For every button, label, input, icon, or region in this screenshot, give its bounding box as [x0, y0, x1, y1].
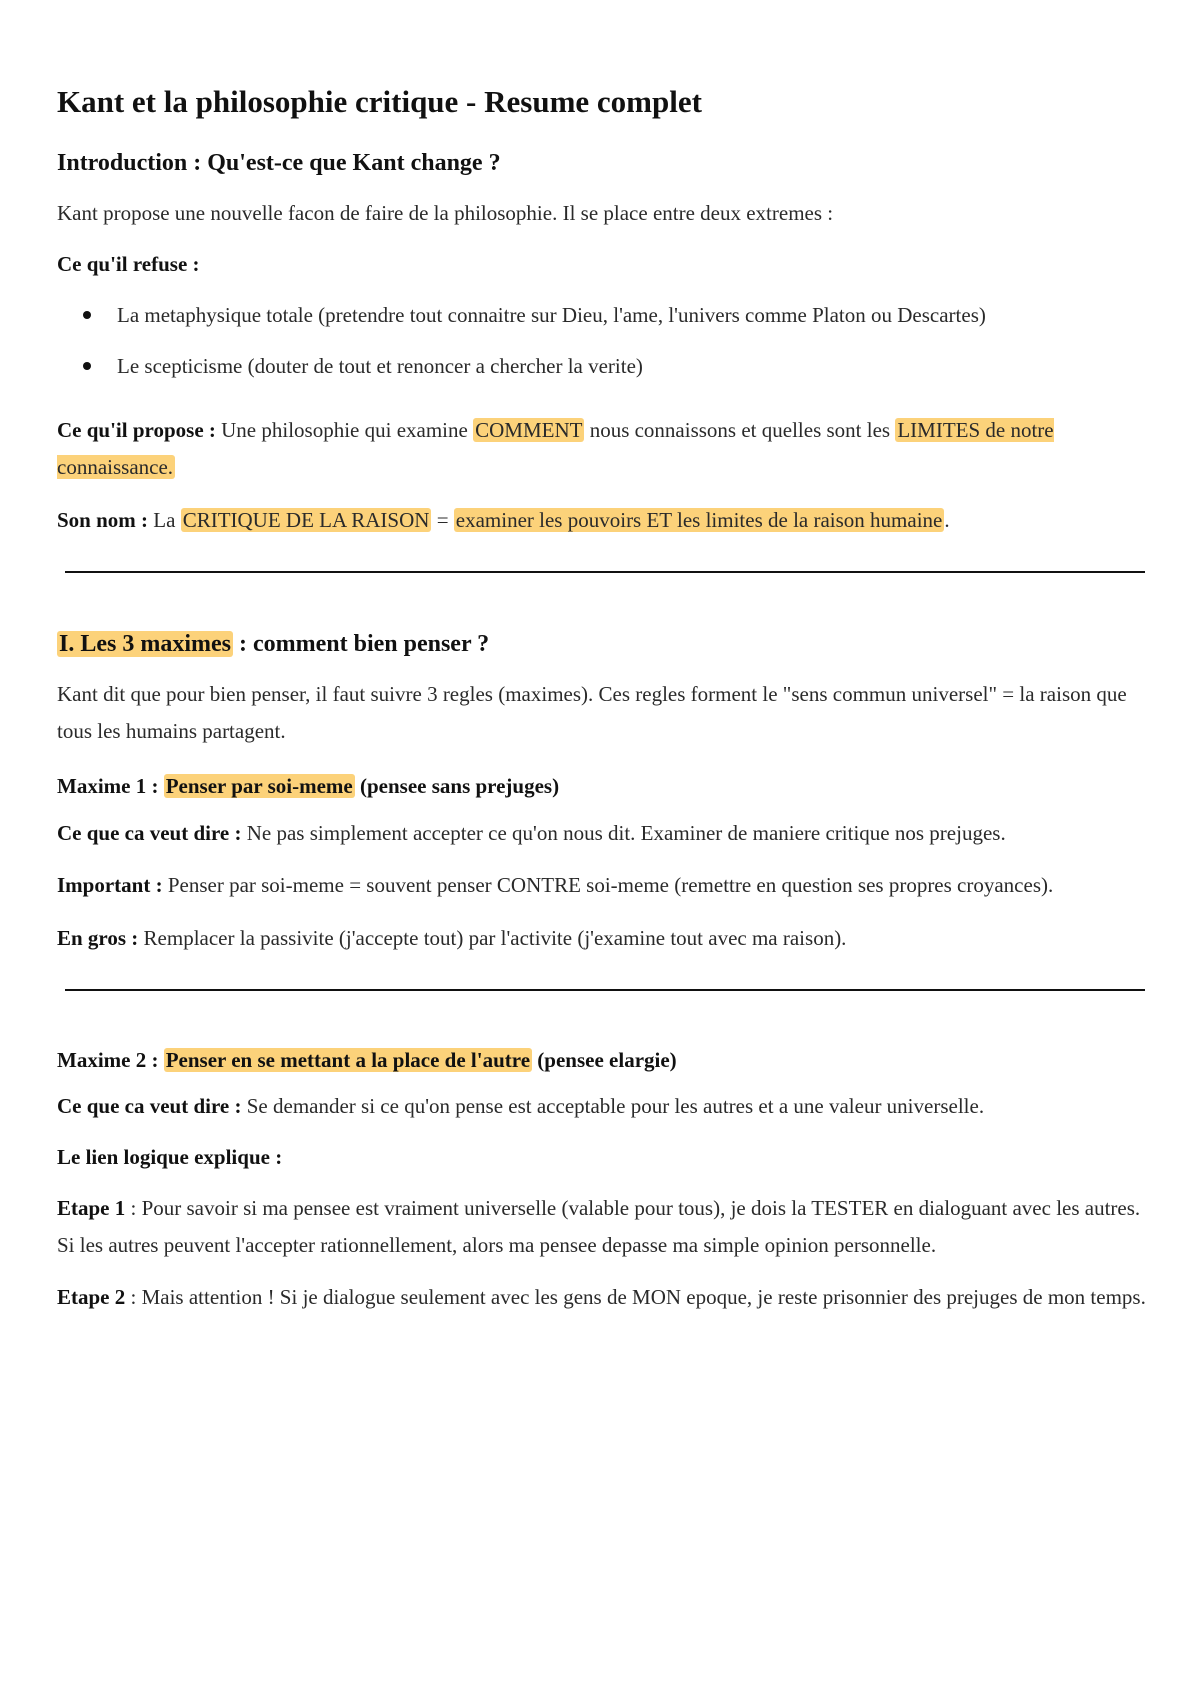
maxime1-meaning-text: Ne pas simplement accepter ce qu'on nous dit. Examiner de maniere critique nos prejuges. — [241, 820, 1006, 845]
document-title: Kant et la philosophie critique - Resume complet — [57, 84, 702, 119]
maxime2-label: Maxime 2 : — [57, 1047, 164, 1072]
nom-label: Son nom : — [57, 507, 149, 532]
nom-text-2: = — [431, 507, 454, 532]
section1-heading-rest: : comment bien penser ? — [232, 630, 490, 657]
maxime1-rest: (pensee sans prejuges) — [354, 774, 560, 799]
maxime1-label: Maxime 1 : — [57, 774, 164, 799]
maxime1-gros-text: Remplacer la passivite (j'accepte tout) par l'activite (j'examine tout avec ma raison). — [138, 926, 847, 951]
refuse-list — [57, 297, 1147, 385]
nom-text-1: La — [148, 507, 181, 532]
section1-heading — [57, 629, 1147, 660]
list-item-text: Le scepticisme (douter de tout et renoncer a chercher la verite) — [117, 353, 643, 378]
list-item-text: La metaphysique totale (pretendre tout connaitre sur Dieu, l'ame, l'univers comme Platon ou Descartes) — [117, 302, 986, 327]
maxime1-highlight: Penser par soi-meme — [165, 774, 353, 799]
bullet-icon — [83, 311, 91, 319]
etape2-label: Etape 2 — [57, 1285, 126, 1310]
bullet-icon — [83, 362, 91, 370]
maxime2-lien — [57, 1139, 1147, 1176]
maxime2-etape1 — [57, 1190, 1147, 1264]
nom-text-3: . — [944, 507, 950, 532]
propose-text-1: Une philosophie qui examine — [215, 418, 474, 443]
maxime2-meaning-label: Ce que ca veut dire : — [57, 1094, 242, 1119]
highlight-critique: CRITIQUE DE LA RAISON — [182, 507, 430, 532]
highlight-comment: COMMENT — [475, 418, 583, 443]
etape1-text: : Pour savoir si ma pensee est vraiment universelle (valable pour tous), je dois la TESTER en dialoguant avec les autres. Si les autres peuvent l'accepter rationnellement, alors ma pensee depasse ma simple opinion personnelle. — [57, 1195, 1141, 1257]
maxime1-important-text: Penser par soi-meme = souvent penser CONTRE soi-meme (remettre en question ses propres croyances). — [162, 873, 1054, 898]
maxime1-heading — [57, 773, 1147, 800]
propose-label: Ce qu'il propose : — [57, 418, 216, 443]
list-item — [117, 348, 1147, 385]
maxime2-lien-label: Le lien logique explique : — [57, 1145, 283, 1170]
highlight-examiner: examiner les pouvoirs ET les limites de la raison humaine — [455, 507, 943, 532]
maxime2-meaning — [57, 1088, 1147, 1125]
refuse-label — [57, 246, 1147, 283]
propose-text-2: nous connaissons et quelles sont les — [584, 418, 896, 443]
highlight-limites: LIMITES de notre connaissance. — [57, 418, 1054, 480]
section-divider — [65, 571, 1145, 573]
section-divider — [65, 989, 1145, 991]
section1-paragraph: Kant dit que pour bien penser, il faut suivre 3 regles (maximes). Ces regles forment le "sens commun universel" = la raison que tous les humains partagent. — [57, 681, 1127, 743]
maxime2-etape2 — [57, 1279, 1147, 1316]
maxime2-rest: (pensee elargie) — [532, 1047, 677, 1072]
nom-paragraph — [57, 502, 1147, 539]
maxime2-heading — [57, 1047, 1147, 1074]
refuse-label-text: Ce qu'il refuse : — [57, 252, 200, 277]
maxime1-gros-label: En gros : — [57, 926, 139, 951]
maxime2-meaning-text: Se demander si ce qu'on pense est acceptable pour les autres et a une valeur universelle. — [241, 1094, 985, 1119]
list-item — [117, 297, 1147, 334]
maxime1-important — [57, 867, 1147, 904]
maxime1-en-gros — [57, 920, 1147, 957]
maxime1-important-label: Important : — [57, 873, 163, 898]
intro-heading: Introduction : Qu'est-ce que Kant change ? — [57, 150, 501, 177]
maxime1-meaning-label: Ce que ca veut dire : — [57, 820, 242, 845]
section1-heading-highlight: I. Les 3 maximes — [59, 630, 231, 657]
etape2-text: : Mais attention ! Si je dialogue seulement avec les gens de MON epoque, je reste prisonnier des prejuges de mon temps. — [125, 1285, 1146, 1310]
intro-paragraph: Kant propose une nouvelle facon de faire de la philosophie. Il se place entre deux extremes : — [57, 201, 834, 226]
maxime1-meaning — [57, 815, 1147, 852]
document-page — [57, 72, 1147, 1316]
maxime2-highlight: Penser en se mettant a la place de l'autre — [165, 1047, 531, 1072]
propose-paragraph — [57, 412, 1147, 486]
etape1-label: Etape 1 — [57, 1195, 126, 1220]
